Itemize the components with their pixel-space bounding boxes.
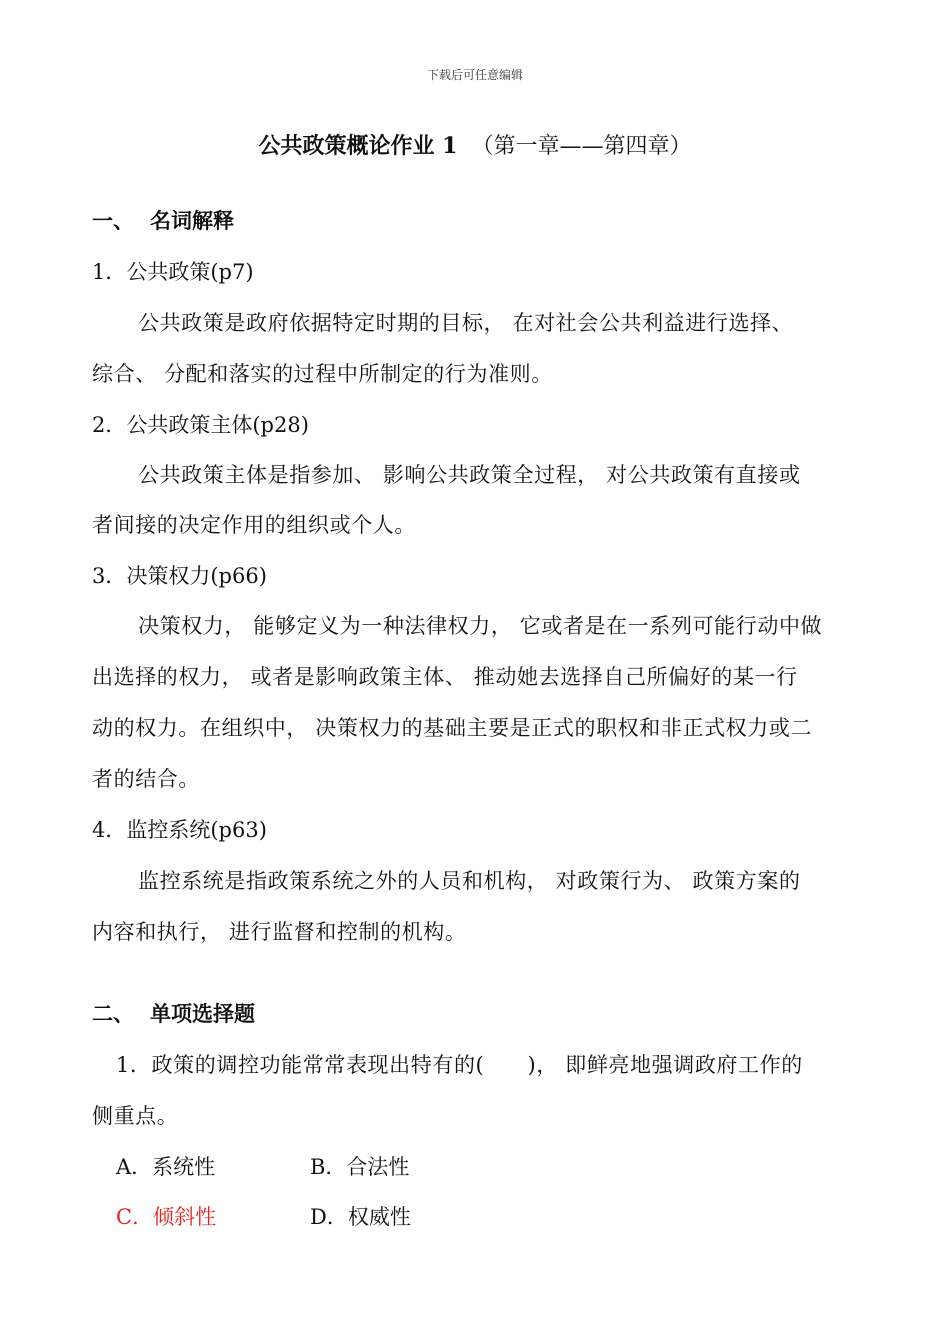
header-note: 下载后可任意编辑 (426, 68, 523, 82)
section-number: 二、 (92, 1001, 134, 1026)
term-heading: 2．公共政策主体(p28) (92, 413, 309, 437)
definition-line: 公共政策是政府依据特定时期的目标， 在对社会公共利益进行选择、 (138, 311, 794, 335)
title-chapter-range: （第一章——第四章） (471, 134, 692, 159)
section-label: 单项选择题 (150, 1001, 255, 1026)
section-heading-terms (92, 205, 234, 235)
section-label: 名词解释 (150, 208, 234, 233)
document-title (0, 129, 950, 160)
term-heading: 1．公共政策(p7) (92, 260, 254, 284)
question-text: 1．政策的调控功能常常表现出特有的( )， 即鲜亮地强调政府工作的 (116, 1053, 803, 1077)
definition-line: 内容和执行， 进行监督和控制的机构。 (92, 920, 467, 944)
definition-line: 监控系统是指政策系统之外的人员和机构， 对政策行为、 政策方案的 (138, 869, 801, 893)
option-a: A．系统性 (116, 1155, 216, 1179)
question-text: 侧重点。 (92, 1104, 179, 1128)
section-heading-choice (92, 998, 255, 1028)
definition-line: 动的权力。在组织中， 决策权力的基础主要是正式的职权和非正式权力或二 (92, 716, 813, 740)
definition-line: 综合、 分配和落实的过程中所制定的行为准则。 (92, 362, 553, 386)
option-d: D．权威性 (310, 1205, 411, 1229)
term-heading: 4．监控系统(p63) (92, 818, 267, 842)
term-heading: 3．决策权力(p66) (92, 564, 267, 588)
option-b: B．合法性 (310, 1155, 410, 1179)
definition-line: 决策权力， 能够定义为一种法律权力， 它或者是在一系列可能行动中做 (138, 614, 823, 638)
section-number: 一、 (92, 208, 134, 233)
option-c-correct: C．倾斜性 (116, 1205, 217, 1229)
definition-line: 者间接的决定作用的组织或个人。 (92, 513, 416, 537)
definition-line: 者的结合。 (92, 767, 200, 791)
title-main: 公共政策概论作业 1 (258, 133, 458, 159)
definition-line: 公共政策主体是指参加、 影响公共政策全过程， 对公共政策有直接或 (138, 463, 801, 487)
definition-line: 出选择的权力， 或者是影响政策主体、 推动她去选择自己所偏好的某一行 (92, 665, 798, 689)
